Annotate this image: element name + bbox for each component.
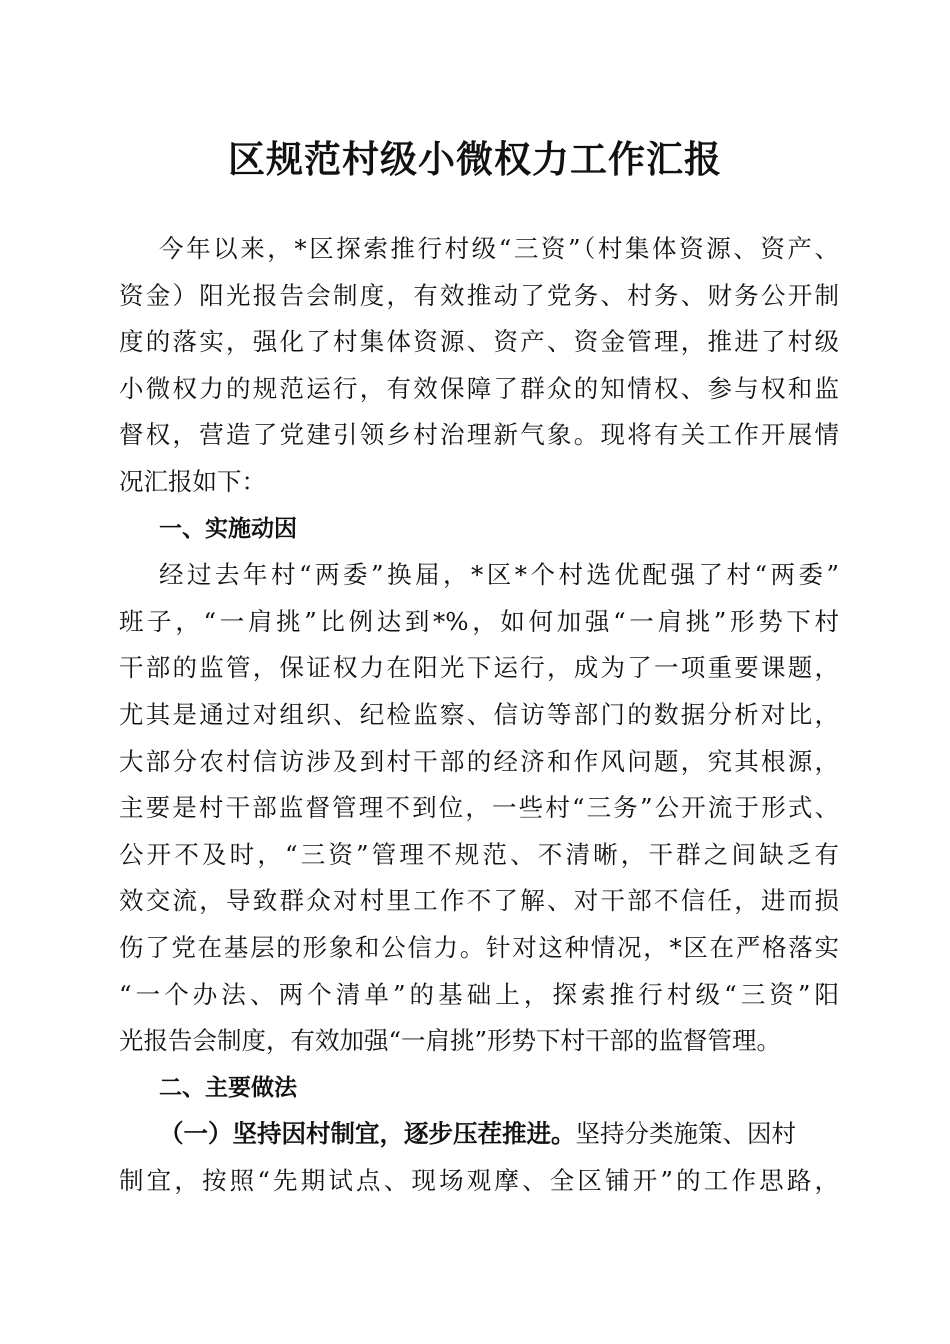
section1-line: 主要是村干部监督管理不到位，一些村“三务”公开流于形式、: [119, 793, 839, 823]
subsection-1-title: （一）坚持因村制宜，逐步压茬推进。: [159, 1119, 576, 1149]
intro-line: 今年以来，*区探索推行村级“三资”（村集体资源、资产、: [159, 234, 839, 263]
section1-line: 光报告会制度，有效加强“一肩挑”形势下村干部的监督管理。: [119, 1026, 782, 1056]
document-title: 区规范村级小微权力工作汇报: [228, 137, 722, 181]
section1-line: 经过去年村“两委”换届，*区*个村选优配强了村“两委”: [159, 560, 839, 590]
section1-line: 效交流，导致群众对村里工作不了解、对干部不信任，进而损: [119, 886, 839, 916]
intro-line: 督权，营造了党建引领乡村治理新气象。现将有关工作开展情: [119, 420, 839, 450]
section1-line: 干部的监管，保证权力在阳光下运行，成为了一项重要课题，: [119, 653, 839, 683]
subsection-1-text: 坚持分类施策、因村: [575, 1119, 796, 1149]
intro-line: 小微权力的规范运行，有效保障了群众的知情权、参与权和监: [119, 373, 839, 403]
intro-line: 度的落实，强化了村集体资源、资产、资金管理，推进了村级: [119, 327, 839, 357]
intro-line: 资金）阳光报告会制度，有效推动了党务、村务、财务公开制: [119, 280, 839, 310]
section1-line: 班子，“一肩挑”比例达到*%，如何加强“一肩挑”形势下村: [119, 606, 839, 636]
section-heading-2: 二、主要做法: [159, 1074, 297, 1101]
document-body: [119, 226, 839, 1204]
intro-line: 况汇报如下：: [119, 466, 266, 496]
section1-line: 尤其是通过对组织、纪检监察、信访等部门的数据分析对比，: [119, 699, 839, 729]
section1-line: “一个办法、两个清单”的基础上，探索推行村级“三资”阳: [119, 979, 839, 1009]
section1-line: 公开不及时，“三资”管理不规范、不清晰，干群之间缺乏有: [119, 839, 839, 869]
section-heading-1: 一、实施动因: [159, 515, 297, 542]
section1-line: 大部分农村信访涉及到村干部的经济和作风问题，究其根源，: [119, 746, 839, 776]
subsection-1-line: [119, 1111, 839, 1158]
section2-line: 制宜，按照“先期试点、现场观摩、全区铺开”的工作思路，: [119, 1165, 839, 1195]
section1-line: 伤了党在基层的形象和公信力。针对这种情况，*区在严格落实: [119, 932, 839, 962]
